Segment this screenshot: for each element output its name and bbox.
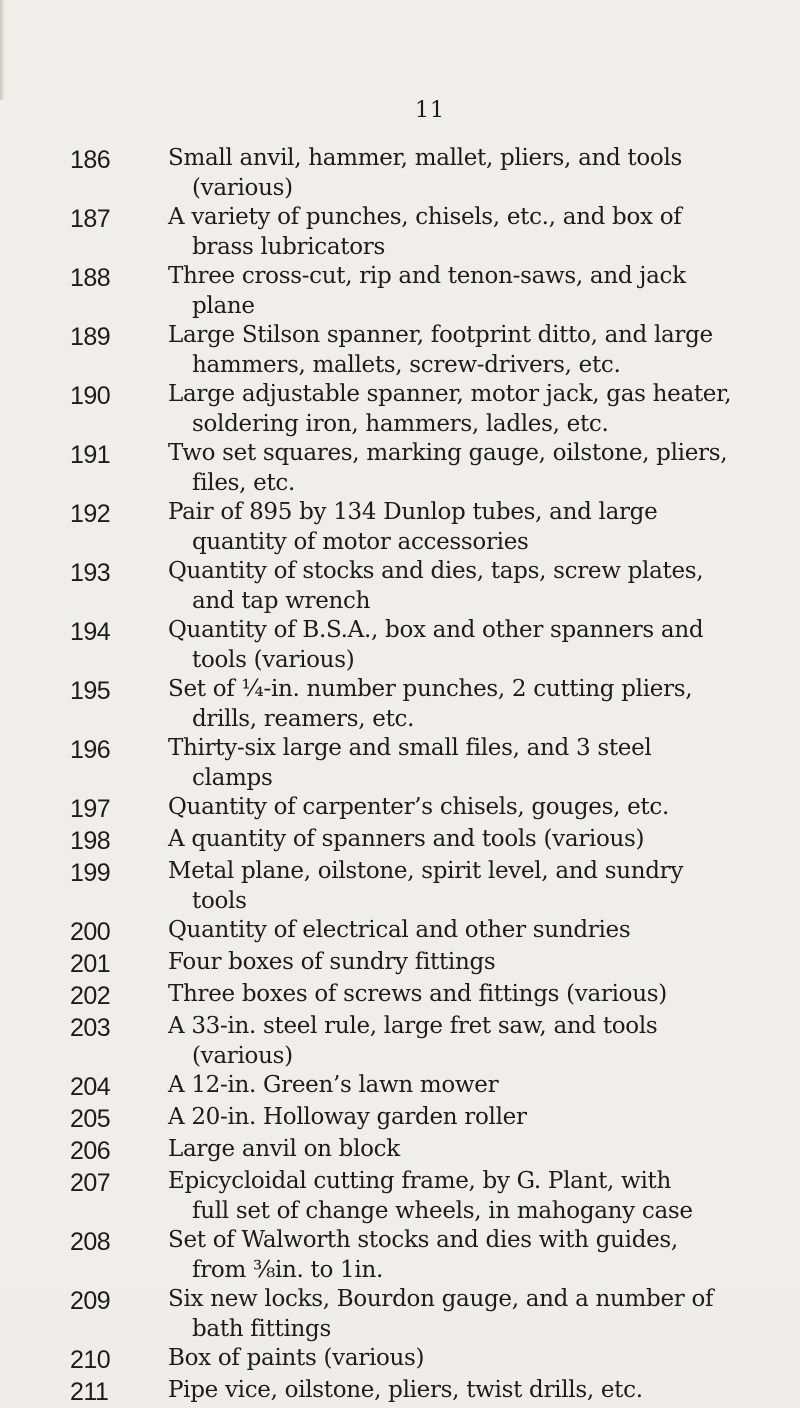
lot-entry xyxy=(0,498,800,557)
lot-number: 192 xyxy=(70,500,111,528)
description-continuation: from ⅜in. to 1in. xyxy=(192,1256,383,1283)
lot-description xyxy=(143,380,778,439)
lot-entry xyxy=(0,144,800,203)
lot-number: 201 xyxy=(70,950,111,978)
lot-entry xyxy=(0,321,800,380)
lot-description xyxy=(143,1135,778,1165)
description-line: Four boxes of sundry fittings xyxy=(168,949,496,975)
lot-list xyxy=(0,144,800,1408)
description-line: A 33-in. steel rule, large fret saw, and tools xyxy=(168,1013,658,1039)
description-continuation: (various) xyxy=(192,1042,293,1069)
lot-entry xyxy=(0,1135,800,1167)
lot-description xyxy=(143,1103,778,1133)
lot-number: 200 xyxy=(70,918,111,946)
description-line: Pipe vice, oilstone, pliers, twist drills, etc. xyxy=(168,1377,643,1403)
description-continuation: tools xyxy=(192,887,247,914)
lot-entry xyxy=(0,948,800,980)
lot-description xyxy=(143,916,778,946)
description-line: Quantity of stocks and dies, taps, screw plates, xyxy=(168,558,704,584)
description-line: Large adjustable spanner, motor jack, gas heater, xyxy=(168,381,732,407)
lot-number: 195 xyxy=(70,677,111,705)
lot-number: 186 xyxy=(70,146,111,174)
lot-number: 211 xyxy=(70,1378,109,1406)
description-line: A 20-in. Holloway garden roller xyxy=(168,1104,527,1130)
lot-entry xyxy=(0,980,800,1012)
lot-entry xyxy=(0,1285,800,1344)
description-line: Quantity of electrical and other sundries xyxy=(168,917,631,943)
lot-number: 194 xyxy=(70,618,111,646)
lot-number: 199 xyxy=(70,859,111,887)
lot-entry xyxy=(0,1167,800,1226)
description-continuation: files, etc. xyxy=(192,469,296,496)
lot-description xyxy=(143,1285,778,1344)
lot-entry xyxy=(0,262,800,321)
lot-description xyxy=(143,1376,778,1406)
description-line: Small anvil, hammer, mallet, pliers, and tools xyxy=(168,145,683,171)
lot-description xyxy=(143,734,778,793)
page-edge-shadow xyxy=(0,0,5,100)
lot-number: 191 xyxy=(70,441,111,469)
lot-number: 202 xyxy=(70,982,111,1010)
description-line: Box of paints (various) xyxy=(168,1345,425,1371)
description-line: Pair of 895 by 134 Dunlop tubes, and large xyxy=(168,499,658,525)
lot-entry xyxy=(0,1012,800,1071)
lot-description xyxy=(143,980,778,1010)
lot-entry xyxy=(0,1103,800,1135)
description-continuation: clamps xyxy=(192,764,273,791)
lot-entry xyxy=(0,1376,800,1408)
description-continuation: bath fittings xyxy=(192,1315,331,1342)
description-line: Set of Walworth stocks and dies with guides, xyxy=(168,1227,678,1253)
lot-description xyxy=(143,1226,778,1285)
description-line: Metal plane, oilstone, spirit level, and sundry xyxy=(168,858,684,884)
description-continuation: plane xyxy=(192,292,255,319)
description-line: A 12-in. Green’s lawn mower xyxy=(168,1072,499,1098)
lot-number: 206 xyxy=(70,1137,111,1165)
lot-entry xyxy=(0,857,800,916)
description-continuation: hammers, mallets, screw-drivers, etc. xyxy=(192,351,621,378)
lot-number: 198 xyxy=(70,827,111,855)
description-line: Three boxes of screws and fittings (various) xyxy=(168,981,667,1007)
description-line: Large anvil on block xyxy=(168,1136,400,1162)
lot-description xyxy=(143,793,778,823)
lot-entry xyxy=(0,439,800,498)
lot-entry xyxy=(0,616,800,675)
description-continuation: brass lubricators xyxy=(192,233,385,260)
description-line: Six new locks, Bourdon gauge, and a number of xyxy=(168,1286,714,1312)
description-line: Large Stilson spanner, footprint ditto, and large xyxy=(168,322,713,348)
description-continuation: full set of change wheels, in mahogany case xyxy=(192,1197,693,1224)
lot-number: 203 xyxy=(70,1014,111,1042)
lot-description xyxy=(143,203,778,262)
lot-number: 189 xyxy=(70,323,111,351)
description-line: Quantity of carpenter’s chisels, gouges, etc. xyxy=(168,794,669,820)
lot-entry xyxy=(0,380,800,439)
lot-entry xyxy=(0,734,800,793)
lot-number: 188 xyxy=(70,264,111,292)
lot-number: 187 xyxy=(70,205,111,233)
lot-description xyxy=(143,825,778,855)
description-line: Epicycloidal cutting frame, by G. Plant, with xyxy=(168,1168,671,1194)
lot-number: 196 xyxy=(70,736,111,764)
description-continuation: drills, reamers, etc. xyxy=(192,705,415,732)
lot-entry xyxy=(0,916,800,948)
lot-description xyxy=(143,616,778,675)
lot-number: 205 xyxy=(70,1105,111,1133)
description-line: Two set squares, marking gauge, oilstone, pliers, xyxy=(168,440,728,466)
description-line: A variety of punches, chisels, etc., and box of xyxy=(168,204,682,230)
description-line: Set of ¼-in. number punches, 2 cutting pliers, xyxy=(168,676,693,702)
lot-description xyxy=(143,557,778,616)
lot-description xyxy=(143,321,778,380)
lot-number: 204 xyxy=(70,1073,111,1101)
lot-description xyxy=(143,144,778,203)
lot-number: 197 xyxy=(70,795,111,823)
lot-entry xyxy=(0,1071,800,1103)
description-line: A quantity of spanners and tools (various) xyxy=(168,826,645,852)
lot-description xyxy=(143,948,778,978)
lot-entry xyxy=(0,1226,800,1285)
lot-entry xyxy=(0,793,800,825)
lot-description xyxy=(143,1167,778,1226)
lot-entry xyxy=(0,825,800,857)
lot-number: 208 xyxy=(70,1228,111,1256)
lot-description xyxy=(143,1344,778,1374)
lot-number: 207 xyxy=(70,1169,111,1197)
description-continuation: tools (various) xyxy=(192,646,355,673)
lot-description xyxy=(143,498,778,557)
lot-description xyxy=(143,1012,778,1071)
description-line: Thirty-six large and small files, and 3 steel xyxy=(168,735,652,761)
lot-entry xyxy=(0,675,800,734)
lot-number: 210 xyxy=(70,1346,111,1374)
lot-number: 190 xyxy=(70,382,111,410)
description-line: Quantity of B.S.A., box and other spanners and xyxy=(168,617,704,643)
description-continuation: and tap wrench xyxy=(192,587,371,614)
lot-entry xyxy=(0,203,800,262)
description-continuation: quantity of motor accessories xyxy=(192,528,529,555)
lot-description xyxy=(143,857,778,916)
description-continuation: (various) xyxy=(192,174,293,201)
description-line: Three cross-cut, rip and tenon-saws, and jack xyxy=(168,263,686,289)
lot-description xyxy=(143,675,778,734)
lot-entry xyxy=(0,1344,800,1376)
lot-description xyxy=(143,262,778,321)
lot-number: 193 xyxy=(70,559,111,587)
page-number: 11 xyxy=(415,98,445,123)
description-continuation: soldering iron, hammers, ladles, etc. xyxy=(192,410,609,437)
lot-entry xyxy=(0,557,800,616)
lot-description xyxy=(143,1071,778,1101)
lot-description xyxy=(143,439,778,498)
lot-number: 209 xyxy=(70,1287,111,1315)
